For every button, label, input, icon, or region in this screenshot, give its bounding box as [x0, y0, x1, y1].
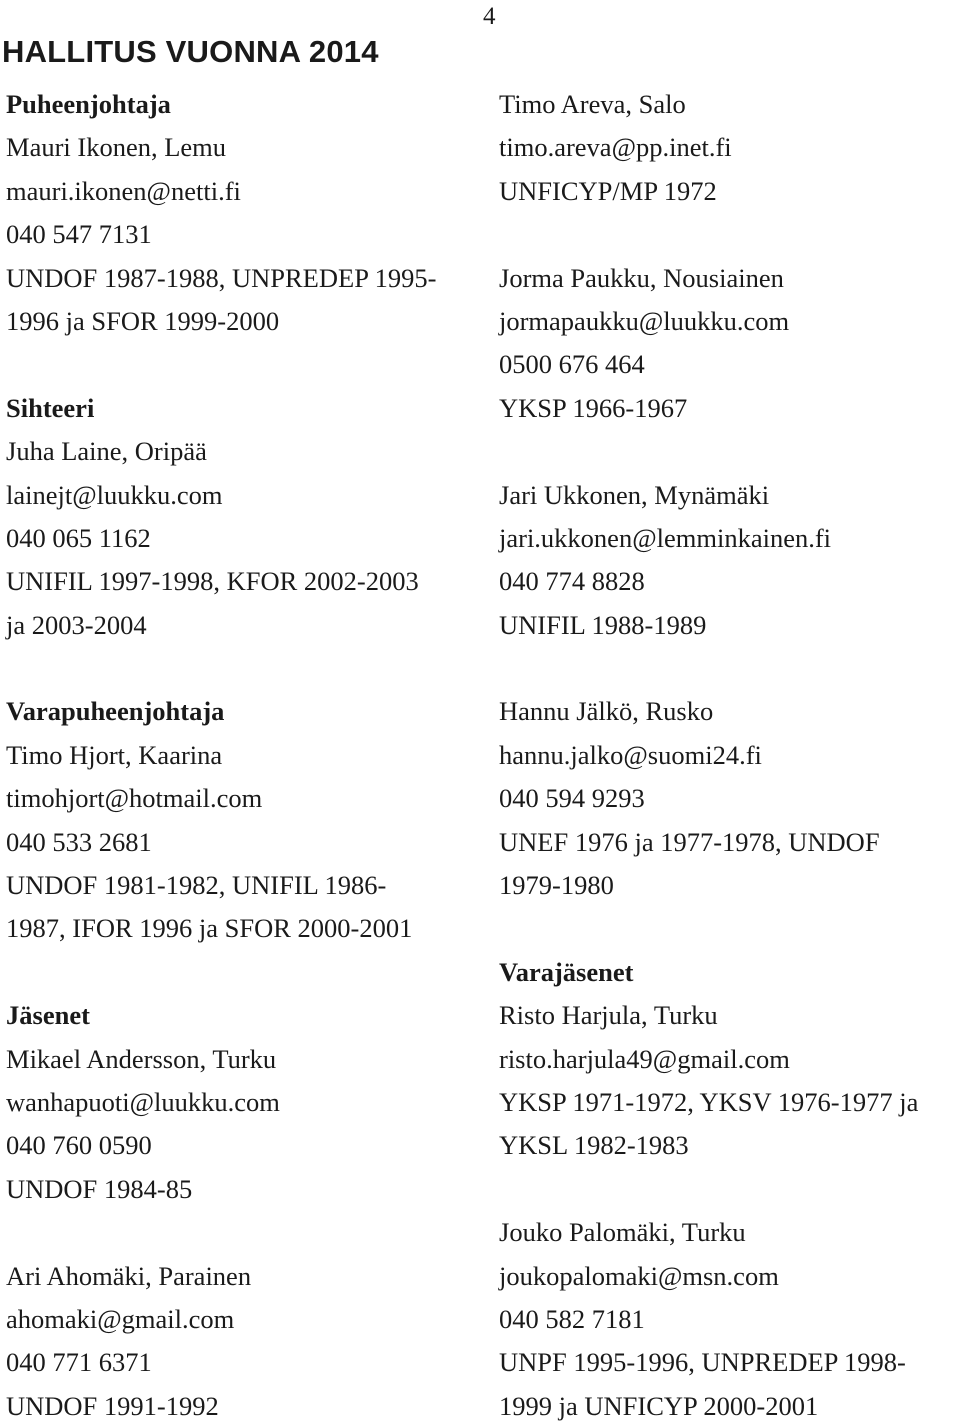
- text-line: Jari Ukkonen, Mynämäki: [499, 479, 770, 510]
- spacer: [499, 647, 959, 690]
- text-line: UNFICYP/MP 1972: [499, 175, 717, 206]
- section-heading: Puheenjohtaja: [6, 89, 171, 119]
- text-line: 1999 ja UNFICYP 2000-2001: [499, 1390, 819, 1421]
- section-heading: Sihteeri: [6, 392, 95, 423]
- text-line: 040 594 9293: [499, 783, 645, 814]
- page-number: 4: [483, 3, 496, 30]
- text-line: Timo Hjort, Kaarina: [6, 739, 223, 770]
- text-line: Mauri Ikonen, Lemu: [6, 132, 227, 163]
- section-heading: Jäsenet: [6, 1000, 90, 1031]
- text-line: UNDOF 1991-1992: [6, 1390, 219, 1421]
- text-line: 1979-1980: [499, 870, 614, 901]
- spacer: [6, 647, 486, 690]
- text-line: 040 065 1162: [6, 522, 151, 553]
- text-line: Mikael Andersson, Turku: [6, 1043, 277, 1074]
- right-column: [499, 83, 959, 1428]
- text-line: 040 771 6371: [6, 1347, 152, 1378]
- text-line: 040 533 2681: [6, 826, 152, 857]
- text-line: jormapaukku@luukku.com: [499, 305, 790, 336]
- spacer: [499, 430, 959, 473]
- spacer: [6, 1211, 486, 1254]
- text-line: UNPF 1995-1996, UNPREDEP 1998-: [499, 1347, 906, 1378]
- spacer: [499, 907, 959, 950]
- text-line: ahomaki@gmail.com: [6, 1303, 235, 1334]
- text-line: 040 760 0590: [6, 1130, 152, 1161]
- text-line: risto.harjula49@gmail.com: [499, 1043, 790, 1074]
- text-line: Hannu Jälkö, Rusko: [499, 696, 714, 727]
- text-line: Juha Laine, Oripää: [6, 436, 207, 467]
- text-line: UNIFIL 1997-1998, KFOR 2002-2003: [6, 566, 419, 597]
- text-line: YKSP 1971-1972, YKSV 1976-1977 ja: [499, 1086, 919, 1117]
- text-line: 040 582 7181: [499, 1303, 645, 1334]
- text-line: mauri.ikonen@netti.fi: [6, 175, 241, 206]
- page-title: HALLITUS VUONNA 2014: [2, 34, 379, 69]
- text-line: UNIFIL 1988-1989: [499, 609, 707, 640]
- section-heading: Varajäsenet: [499, 956, 634, 987]
- text-line: 1996 ja SFOR 1999-2000: [6, 305, 280, 336]
- text-line: Risto Harjula, Turku: [499, 1000, 718, 1031]
- text-line: ja 2003-2004: [6, 609, 147, 640]
- text-line: timohjort@hotmail.com: [6, 783, 263, 814]
- text-line: lainejt@luukku.com: [6, 479, 223, 510]
- text-line: joukopalomaki@msn.com: [499, 1260, 779, 1291]
- text-line: wanhapuoti@luukku.com: [6, 1086, 280, 1117]
- spacer: [6, 951, 486, 994]
- text-line: Jorma Paukku, Nousiainen: [499, 262, 784, 293]
- text-line: 040 774 8828: [499, 566, 645, 597]
- text-line: UNDOF 1987-1988, UNPREDEP 1995-: [6, 262, 437, 293]
- text-line: UNDOF 1981-1982, UNIFIL 1986-: [6, 870, 387, 901]
- text-line: 1987, IFOR 1996 ja SFOR 2000-2001: [6, 913, 413, 944]
- text-line: YKSL 1982-1983: [499, 1130, 689, 1161]
- text-line: hannu.jalko@suomi24.fi: [499, 739, 762, 770]
- spacer: [6, 343, 486, 386]
- text-line: 0500 676 464: [499, 349, 645, 380]
- section-heading: Varapuheenjohtaja: [6, 696, 225, 727]
- spacer: [499, 213, 959, 256]
- text-line: timo.areva@pp.inet.fi: [499, 132, 732, 163]
- left-column: [6, 83, 486, 1428]
- text-line: Ari Ahomäki, Parainen: [6, 1260, 252, 1291]
- text-line: Timo Areva, Salo: [499, 89, 686, 119]
- text-line: UNDOF 1984-85: [6, 1173, 193, 1204]
- text-line: 040 547 7131: [6, 219, 152, 250]
- text-line: YKSP 1966-1967: [499, 392, 688, 423]
- text-line: UNEF 1976 ja 1977-1978, UNDOF: [499, 826, 880, 857]
- text-line: jari.ukkonen@lemminkainen.fi: [499, 522, 832, 553]
- spacer: [499, 1168, 959, 1211]
- text-line: Jouko Palomäki, Turku: [499, 1217, 746, 1248]
